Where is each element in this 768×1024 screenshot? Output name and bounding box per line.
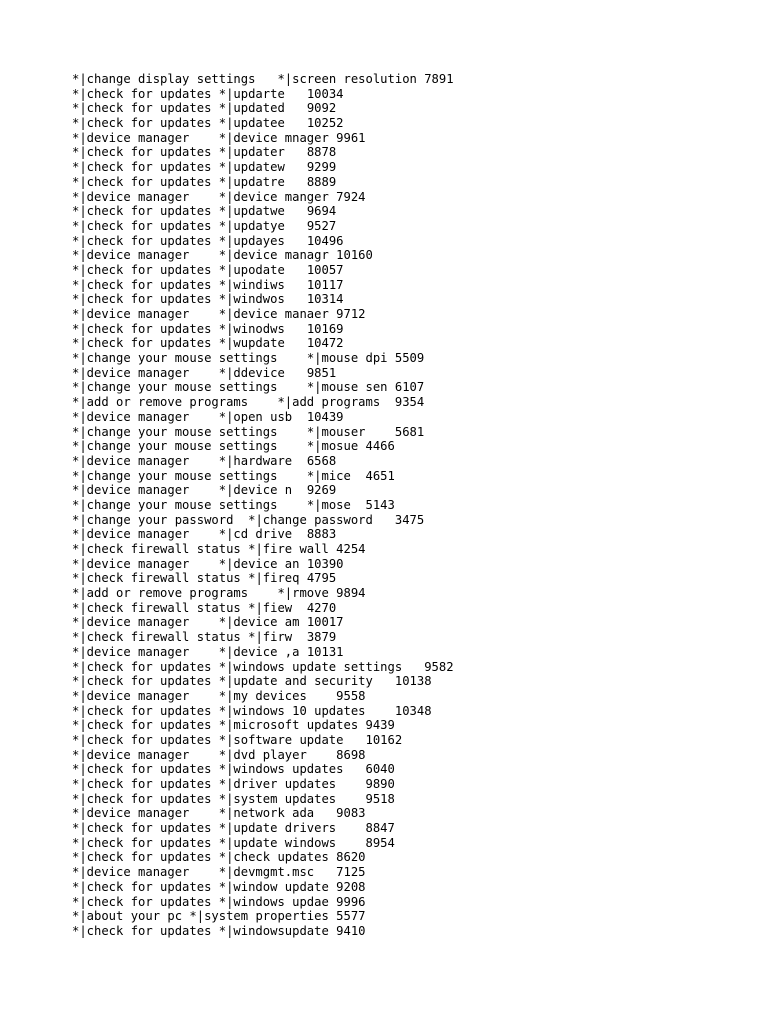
text-line: *|check for updates *|upodate 10057: [72, 262, 344, 277]
text-line: *|check firewall status *|fiew 4270: [72, 600, 337, 615]
text-line: *|check for updates *|updatwe 9694: [72, 204, 337, 219]
text-line: *|check for updates *|check updates 8620: [72, 850, 366, 865]
text-line: *|check for updates *|windiws 10117: [72, 277, 344, 292]
text-line: *|device manager *|device am 10017: [72, 615, 344, 630]
text-line: *|change your mouse settings *|mose 5143: [72, 497, 395, 512]
text-line: *|device manager *|hardware 6568: [72, 453, 337, 468]
text-line: *|change your mouse settings *|mouse sen 6107: [72, 380, 425, 395]
text-line: *|check for updates *|updatee 10252: [72, 116, 344, 131]
text-line: *|check for updates *|system updates 9518: [72, 791, 395, 806]
text-line: *|check firewall status *|firw 3879: [72, 630, 337, 645]
text-line: *|check for updates *|updayes 10496: [72, 233, 344, 248]
text-line: *|device manager *|open usb 10439: [72, 409, 344, 424]
text-line: *|device manager *|my devices 9558: [72, 688, 366, 703]
text-line: *|device manager *|device ,a 10131: [72, 644, 344, 659]
text-line: *|device manager *|dvd player 8698: [72, 747, 366, 762]
text-line: *|device manager *|devmgmt.msc 7125: [72, 865, 366, 880]
text-lines: [72, 72, 752, 939]
text-line: *|device manager *|ddevice 9851: [72, 365, 337, 380]
text-line: *|check for updates *|driver updates 9890: [72, 777, 395, 791]
text-line: *|check for updates *|software update 10162: [72, 732, 403, 747]
text-line: *|check for updates *|wupdate 10472: [72, 336, 344, 351]
text-line: *|about your pc *|system properties 5577: [72, 909, 366, 924]
text-line: *|check for updates *|window update 9208: [72, 879, 366, 894]
text-line: *|check for updates *|windowsupdate 9410: [72, 923, 366, 938]
text-line: *|check for updates *|update drivers 8847: [72, 821, 395, 836]
text-line: *|change your mouse settings *|mosue 4466: [72, 439, 395, 454]
text-line: *|device manager *|device manger 7924: [72, 189, 366, 204]
text-line: *|device manager *|device manaer 9712: [72, 307, 366, 321]
text-line: *|change your mouse settings *|mouser 5681: [72, 424, 425, 439]
text-line: *|device manager *|device n 9269: [72, 483, 337, 498]
text-line: *|check for updates *|update windows 8954: [72, 835, 395, 850]
text-line: *|check for updates *|windows updates 6040: [72, 762, 395, 777]
text-line: *|check for updates *|updatew 9299: [72, 160, 337, 175]
text-line: *|change your mouse settings *|mouse dpi 5509: [72, 351, 425, 366]
text-line: *|add or remove programs *|rmove 9894: [72, 586, 366, 601]
text-line: *|device manager *|device an 10390: [72, 556, 344, 571]
text-line: *|change your password *|change password 3475: [72, 512, 425, 527]
text-line: *|check for updates *|winodws 10169: [72, 321, 344, 336]
text-line: *|device manager *|network ada 9083: [72, 806, 366, 821]
text-line: *|add or remove programs *|add programs 9354: [72, 395, 425, 410]
text-line: *|check firewall status *|fire wall 4254: [72, 542, 366, 556]
text-line: *|check for updates *|update and security 10138: [72, 674, 432, 689]
text-line: *|check for updates *|updater 8878: [72, 145, 337, 160]
text-line: *|check for updates *|windows 10 updates 10348: [72, 703, 432, 718]
text-line: *|check for updates *|updarte 10034: [72, 86, 344, 101]
text-line: *|device manager *|device managr 10160: [72, 248, 373, 263]
text-line: *|check firewall status *|fireq 4795: [72, 571, 337, 586]
text-line: *|check for updates *|windows update settings 9582: [72, 659, 454, 674]
text-line: *|check for updates *|windwos 10314: [72, 292, 344, 307]
text-line: *|check for updates *|updated 9092: [72, 101, 337, 116]
text-line: *|check for updates *|updatre 8889: [72, 174, 337, 189]
document-page: [72, 72, 752, 939]
text-line: *|check for updates *|windows updae 9996: [72, 894, 366, 909]
text-line: *|check for updates *|updatye 9527: [72, 218, 337, 233]
text-line: *|device manager *|device mnager 9961: [72, 130, 366, 145]
text-line: *|device manager *|cd drive 8883: [72, 527, 337, 542]
text-line: *|change display settings *|screen resolution 7891: [72, 72, 454, 86]
text-line: *|check for updates *|microsoft updates 9439: [72, 718, 395, 733]
text-line: *|change your mouse settings *|mice 4651: [72, 468, 395, 483]
